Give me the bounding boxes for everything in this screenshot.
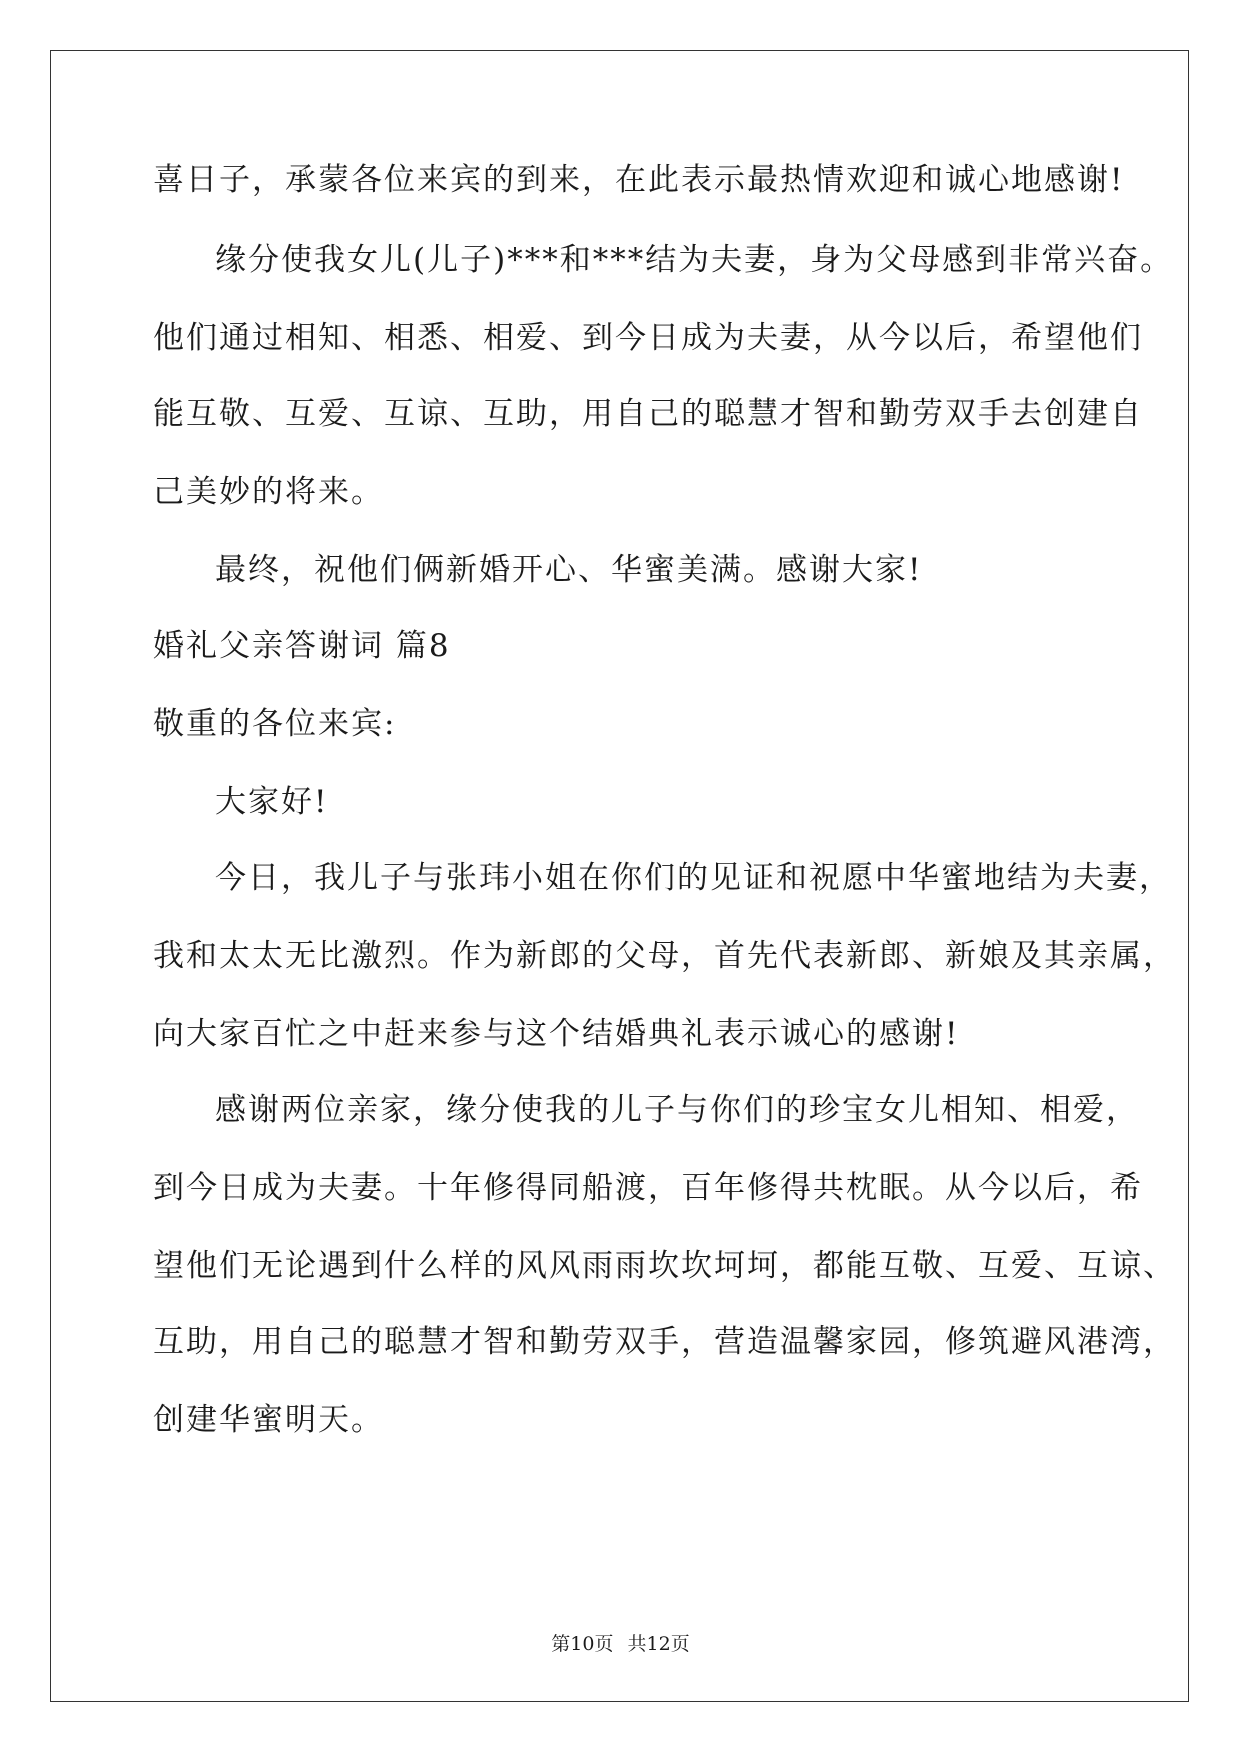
body-line: 己美妙的将来。 (153, 474, 384, 510)
body-line: 到今日成为夫妻。十年修得同船渡，百年修得共枕眠。从今以后，希 (153, 1170, 1143, 1206)
body-line: 互助，用自己的聪慧才智和勤劳双手，营造温馨家园，修筑避风港湾， (153, 1324, 1176, 1360)
body-line: 我和太太无比激烈。作为新郎的父母，首先代表新郎、新娘及其亲属， (153, 938, 1176, 974)
salutation: 敬重的各位来宾: (153, 706, 397, 742)
page-number-total: 共12页 (627, 1633, 690, 1655)
paragraph-first-line: 缘分使我女儿(儿子)***和***结为夫妻，身为父母感到非常兴奋。 (215, 242, 1174, 278)
body-line: 望他们无论遇到什么样的风风雨雨坎坎坷坷，都能互敬、互爱、互谅、 (153, 1248, 1176, 1284)
body-line: 创建华蜜明天。 (153, 1402, 384, 1438)
greeting: 大家好! (215, 784, 329, 820)
body-line: 喜日子，承蒙各位来宾的到来，在此表示最热情欢迎和诚心地感谢! (153, 162, 1125, 198)
paragraph-first-line: 最终，祝他们俩新婚开心、华蜜美满。感谢大家! (215, 552, 923, 588)
paragraph-first-line: 感谢两位亲家，缘分使我的儿子与你们的珍宝女儿相知、相爱， (215, 1092, 1139, 1128)
page-footer (0, 1632, 1241, 1656)
section-heading: 婚礼父亲答谢词 篇8 (153, 628, 451, 664)
page-number-current: 第10页 (551, 1633, 614, 1655)
body-line: 向大家百忙之中赶来参与这个结婚典礼表示诚心的感谢! (153, 1016, 960, 1052)
body-line: 能互敬、互爱、互谅、互助，用自己的聪慧才智和勤劳双手去创建自 (153, 396, 1143, 432)
body-line: 他们通过相知、相悉、相爱、到今日成为夫妻，从今以后，希望他们 (153, 320, 1143, 356)
paragraph-first-line: 今日，我儿子与张玮小姐在你们的见证和祝愿中华蜜地结为夫妻， (215, 860, 1172, 896)
